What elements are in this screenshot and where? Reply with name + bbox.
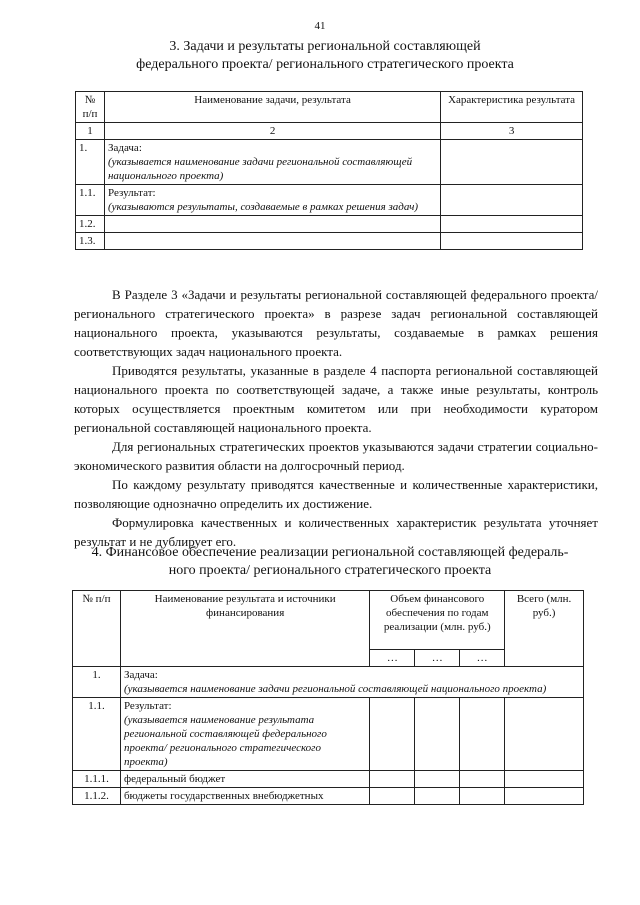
year-value-cell <box>460 698 505 771</box>
results-table <box>75 91 583 250</box>
section-3-title-line-1: 3. Задачи и результаты региональной составляющей <box>169 39 481 54</box>
header-task-name: Наименование задачи, результата <box>104 92 440 123</box>
year-header: … <box>370 650 415 667</box>
result-cell <box>104 233 440 250</box>
table-row <box>73 788 584 805</box>
row-number: 1.1. <box>76 185 105 216</box>
table-row <box>73 771 584 788</box>
characteristic-cell <box>441 216 583 233</box>
characteristic-cell <box>441 185 583 216</box>
header-funding-volume: Объем финансового обеспечения по годам реализации (млн. руб.) <box>370 591 505 650</box>
row-number: 1. <box>76 140 105 185</box>
header-number: № п/п <box>73 591 121 667</box>
row-number: 1.1.1. <box>73 771 121 788</box>
table-row <box>73 698 584 771</box>
section-3-title-line-2: федерального проекта/ регионального стратегического проекта <box>136 57 514 72</box>
paragraph: Формулировка качественных и количественных характеристик результата уточняет результат и не дублирует его. <box>74 515 598 549</box>
paragraph: Приводятся результаты, указанные в разделе 4 паспорта региональной составляющей национального проекта по соответствующей задаче, а также иные результаты, контроль которых осуществляется проектным комитетом или при необходимости куратором региональной составляющей национального проекта. <box>74 363 598 435</box>
task-cell <box>120 667 583 698</box>
result-cell <box>104 185 440 216</box>
total-cell <box>505 771 584 788</box>
row-number: 1.3. <box>76 233 105 250</box>
source-cell: федеральный бюджет <box>120 771 369 788</box>
paragraph: Для региональных стратегических проектов указываются задачи стратегии социально-экономического развития области на долгосрочный период. <box>74 439 598 473</box>
column-number: 2 <box>104 123 440 140</box>
row-number: 1.1.2. <box>73 788 121 805</box>
header-result-name: Наименование результата и источники финансирования <box>120 591 369 667</box>
row-note: (указывается наименование задачи региональной составляющей национального проекта) <box>123 683 547 695</box>
table-row <box>76 185 583 216</box>
column-number-row <box>76 123 583 140</box>
row-label: Задача: <box>123 669 158 681</box>
source-cell: бюджеты государственных внебюджетных <box>120 788 369 805</box>
year-header: … <box>460 650 505 667</box>
row-note: (указываются результаты, создаваемые в рамках решения задач) <box>107 201 419 213</box>
row-label: Задача: <box>107 142 142 154</box>
page-number: 41 <box>314 20 326 32</box>
result-cell <box>104 216 440 233</box>
total-cell <box>505 698 584 771</box>
table-header-row <box>73 591 584 650</box>
column-number: 3 <box>441 123 583 140</box>
table-row <box>76 140 583 185</box>
row-note: (указывается наименование задачи региональной составляющей национального проекта) <box>107 156 413 182</box>
year-value-cell <box>460 771 505 788</box>
section-4-title <box>60 544 600 580</box>
year-value-cell <box>415 698 460 771</box>
row-number: 1.1. <box>73 698 121 771</box>
table-row <box>76 216 583 233</box>
header-total: Всего (млн. руб.) <box>505 591 584 667</box>
row-number: 1.2. <box>76 216 105 233</box>
row-label: Результат: <box>123 700 172 712</box>
header-number: № п/п <box>76 92 105 123</box>
total-cell <box>505 788 584 805</box>
row-label: Результат: <box>107 187 156 199</box>
year-value-cell <box>370 771 415 788</box>
section-4-title-line-2: ного проекта/ регионального стратегического проекта <box>168 563 492 578</box>
paragraph: В Разделе 3 «Задачи и результаты региональной составляющей федерального проекта/ регионального стратегического проекта» в разрезе задач региональной составляющей национального проекта, указываются результаты, создаваемые в рамках решения соответствующих задач национального проекта. <box>74 287 598 359</box>
result-cell <box>120 698 369 771</box>
table-header-row <box>76 92 583 123</box>
task-cell <box>104 140 440 185</box>
table-row <box>73 667 584 698</box>
column-number: 1 <box>76 123 105 140</box>
year-value-cell <box>370 698 415 771</box>
year-value-cell <box>460 788 505 805</box>
characteristic-cell <box>441 140 583 185</box>
table-row <box>76 233 583 250</box>
header-characteristic: Характеристика результата <box>441 92 583 123</box>
year-value-cell <box>415 771 460 788</box>
paragraph: По каждому результату приводятся качественные и количественные характеристики, позволяющие однозначно определить их достижение. <box>74 477 598 511</box>
section-4-title-line-1: 4. Финансовое обеспечение реализации региональной составляющей федераль- <box>91 545 569 560</box>
row-note: (указывается наименование результата региональной составляющей федерального проекта/ регионального стратегического проекта) <box>123 714 327 768</box>
financing-table <box>72 590 584 805</box>
section-3-title <box>70 38 580 74</box>
row-number: 1. <box>73 667 121 698</box>
year-value-cell <box>370 788 415 805</box>
year-header: … <box>415 650 460 667</box>
year-value-cell <box>415 788 460 805</box>
characteristic-cell <box>441 233 583 250</box>
